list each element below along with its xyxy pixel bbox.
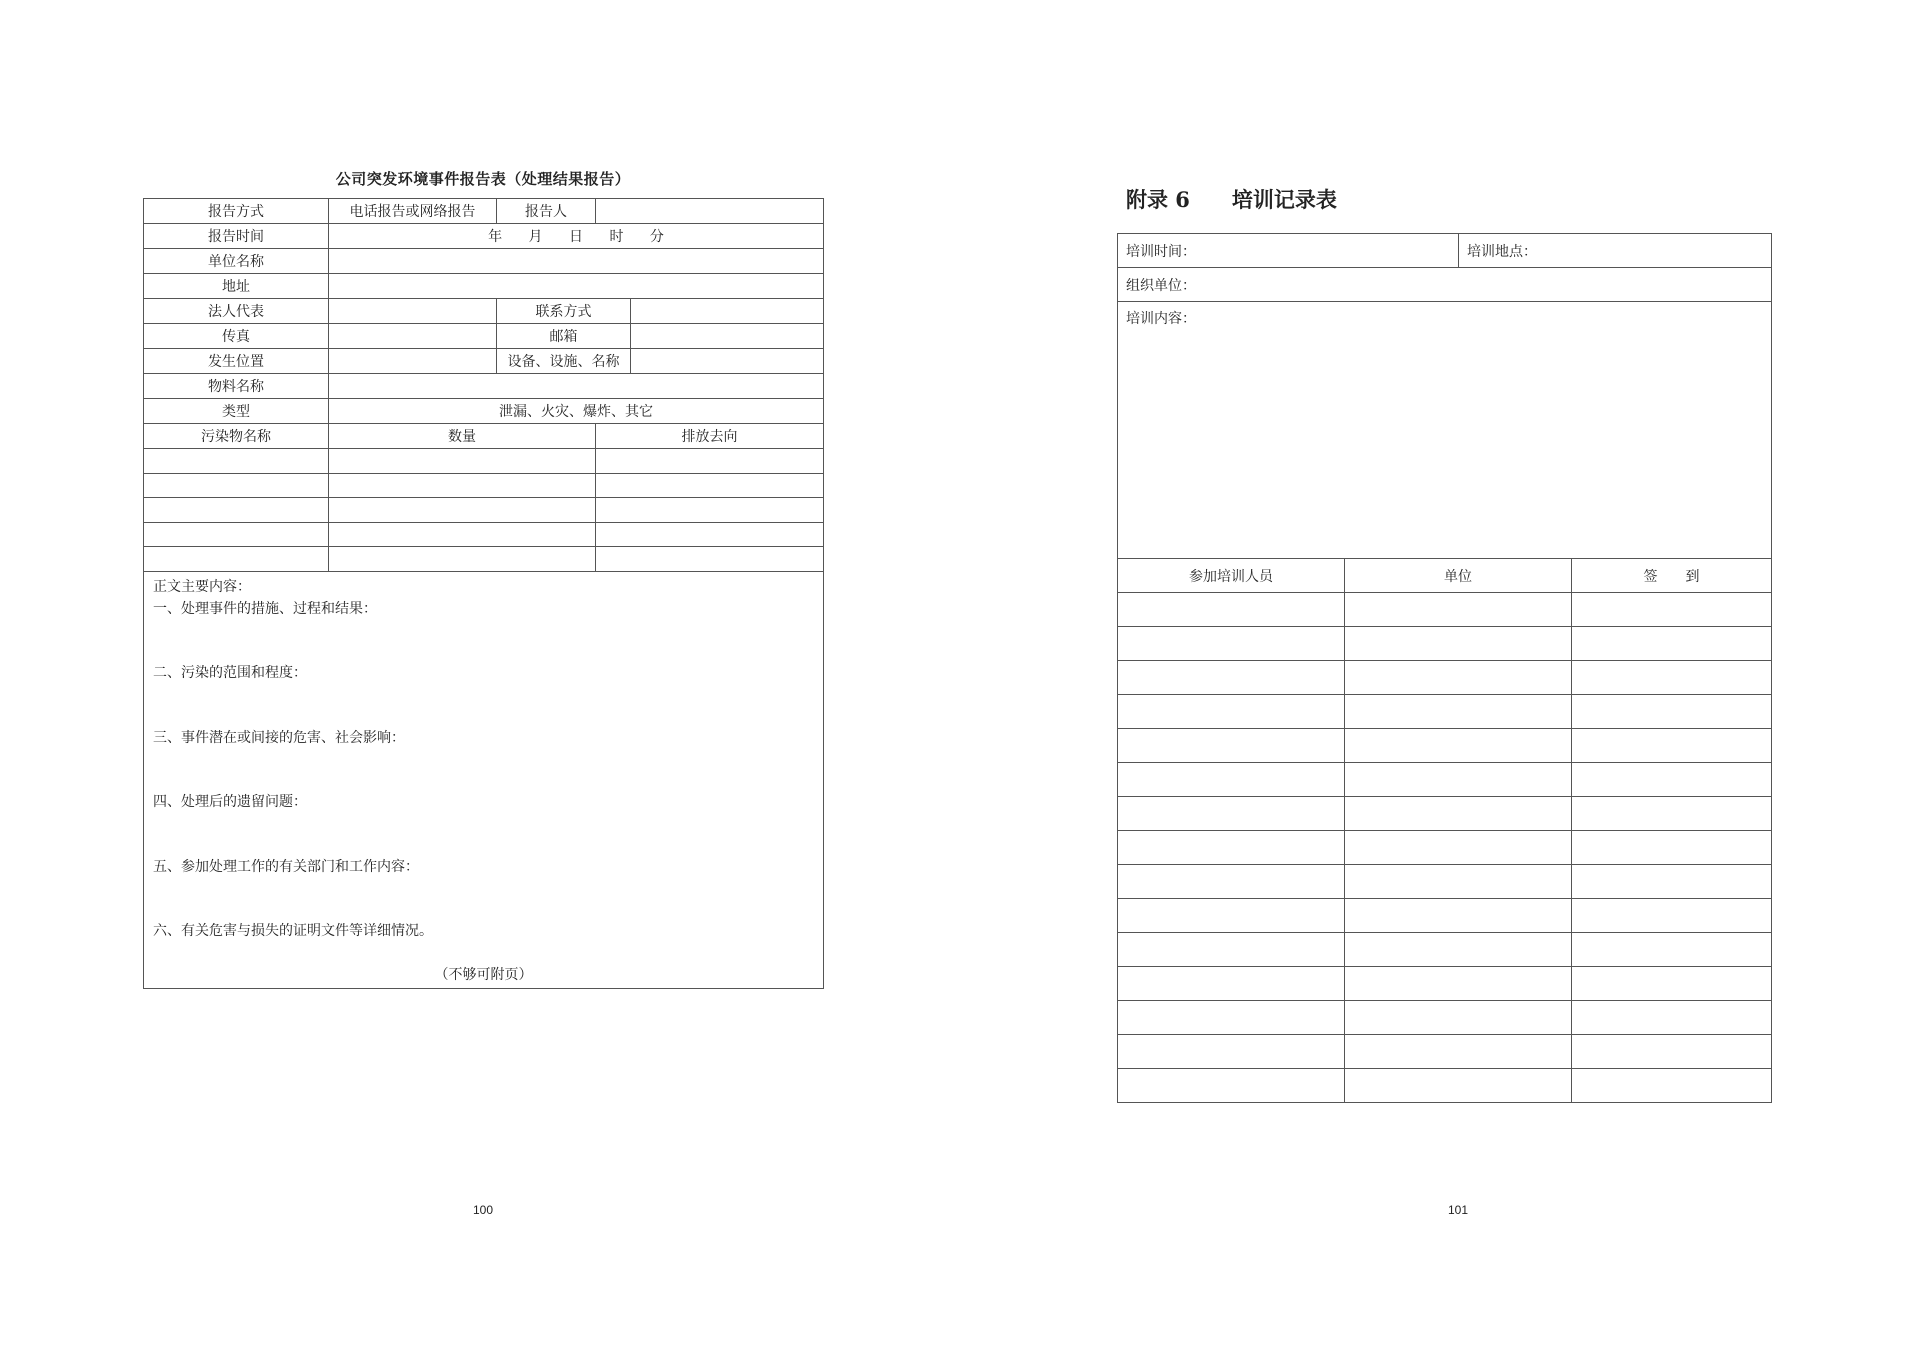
unit-cell[interactable] <box>1345 899 1572 933</box>
participant-cell[interactable] <box>1118 1001 1345 1035</box>
sign-cell[interactable] <box>1572 593 1772 627</box>
body-footer-note: （不够可附页） <box>434 966 533 983</box>
sign-in-header: 签 到 <box>1572 559 1772 593</box>
participant-cell[interactable] <box>1118 1035 1345 1069</box>
training-record-table <box>1117 233 1772 1103</box>
body-item-5: 五、参加处理工作的有关部门和工作内容： <box>153 858 419 875</box>
participant-cell[interactable] <box>1118 627 1345 661</box>
participant-cell[interactable] <box>1118 797 1345 831</box>
type-options[interactable]: 泄漏、火灾、爆炸、其它 <box>329 399 824 424</box>
discharge-cell[interactable] <box>596 547 824 572</box>
sign-cell[interactable] <box>1572 865 1772 899</box>
unit-cell[interactable] <box>1345 933 1572 967</box>
unit-cell[interactable] <box>1345 797 1572 831</box>
report-form-title: 公司突发环境事件报告表（处理结果报告） <box>335 170 631 188</box>
page-number-left: 100 <box>473 1203 494 1217</box>
pollutant-cell[interactable] <box>144 449 329 474</box>
incident-report-table <box>143 198 824 989</box>
pollutant-cell[interactable] <box>144 547 329 572</box>
email-label: 邮箱 <box>497 324 631 349</box>
quantity-cell[interactable] <box>329 547 596 572</box>
unit-cell[interactable] <box>1345 967 1572 1001</box>
pollutant-name-header: 污染物名称 <box>144 424 329 449</box>
material-field[interactable] <box>329 374 824 399</box>
participant-cell[interactable] <box>1118 899 1345 933</box>
contact-label: 联系方式 <box>497 299 631 324</box>
pollutant-cell[interactable] <box>144 522 329 547</box>
address-label: 地址 <box>144 274 329 299</box>
sign-cell[interactable] <box>1572 899 1772 933</box>
quantity-cell[interactable] <box>329 498 596 523</box>
email-field[interactable] <box>631 324 824 349</box>
discharge-header: 排放去向 <box>596 424 824 449</box>
quantity-header: 数量 <box>329 424 596 449</box>
participant-cell[interactable] <box>1118 1069 1345 1103</box>
contact-field[interactable] <box>631 299 824 324</box>
participant-cell[interactable] <box>1118 865 1345 899</box>
fax-label: 传真 <box>144 324 329 349</box>
discharge-cell[interactable] <box>596 473 824 498</box>
unit-cell[interactable] <box>1345 865 1572 899</box>
unit-cell[interactable] <box>1345 831 1572 865</box>
sign-cell[interactable] <box>1572 797 1772 831</box>
quantity-cell[interactable] <box>329 473 596 498</box>
address-field[interactable] <box>329 274 824 299</box>
report-time-field[interactable]: 年 月 日 时 分 <box>329 224 824 249</box>
quantity-cell[interactable] <box>329 522 596 547</box>
type-label: 类型 <box>144 399 329 424</box>
equipment-label: 设备、设施、名称 <box>497 349 631 374</box>
body-item-6: 六、有关危害与损失的证明文件等详细情况。 <box>153 922 433 939</box>
page-number-right: 101 <box>1448 1203 1469 1217</box>
body-item-4: 四、处理后的遗留问题： <box>153 793 307 810</box>
sign-cell[interactable] <box>1572 1069 1772 1103</box>
sign-cell[interactable] <box>1572 967 1772 1001</box>
sign-cell[interactable] <box>1572 729 1772 763</box>
organizer-field[interactable]: 组织单位： <box>1118 268 1772 302</box>
location-field[interactable] <box>329 349 497 374</box>
equipment-field[interactable] <box>631 349 824 374</box>
sign-cell[interactable] <box>1572 695 1772 729</box>
training-record-title: 附录 6 培训记录表 <box>1126 187 1337 212</box>
training-place-field[interactable]: 培训地点： <box>1459 234 1772 268</box>
body-item-2: 二、污染的范围和程度： <box>153 664 307 681</box>
participant-cell[interactable] <box>1118 967 1345 1001</box>
sign-cell[interactable] <box>1572 1035 1772 1069</box>
unit-cell[interactable] <box>1345 627 1572 661</box>
report-body-cell[interactable] <box>144 571 824 988</box>
sign-cell[interactable] <box>1572 933 1772 967</box>
sign-cell[interactable] <box>1572 831 1772 865</box>
unit-cell[interactable] <box>1345 1069 1572 1103</box>
training-time-field[interactable]: 培训时间： <box>1118 234 1459 268</box>
pollutant-cell[interactable] <box>144 473 329 498</box>
discharge-cell[interactable] <box>596 522 824 547</box>
sign-cell[interactable] <box>1572 661 1772 695</box>
unit-header: 单位 <box>1345 559 1572 593</box>
pollutant-cell[interactable] <box>144 498 329 523</box>
participant-cell[interactable] <box>1118 593 1345 627</box>
legal-rep-label: 法人代表 <box>144 299 329 324</box>
unit-cell[interactable] <box>1345 695 1572 729</box>
unit-name-field[interactable] <box>329 249 824 274</box>
report-time-label: 报告时间 <box>144 224 329 249</box>
unit-cell[interactable] <box>1345 1035 1572 1069</box>
training-content-field[interactable]: 培训内容： <box>1118 302 1772 559</box>
participants-header: 参加培训人员 <box>1118 559 1345 593</box>
body-item-3: 三、事件潜在或间接的危害、社会影响： <box>153 729 405 746</box>
discharge-cell[interactable] <box>596 498 824 523</box>
sign-cell[interactable] <box>1572 1001 1772 1035</box>
participant-cell[interactable] <box>1118 831 1345 865</box>
quantity-cell[interactable] <box>329 449 596 474</box>
reporter-field[interactable] <box>596 199 824 224</box>
sign-cell[interactable] <box>1572 627 1772 661</box>
reporter-label: 报告人 <box>497 199 596 224</box>
report-method-label: 报告方式 <box>144 199 329 224</box>
body-heading: 正文主要内容： <box>153 578 251 595</box>
unit-cell[interactable] <box>1345 661 1572 695</box>
report-method-value: 电话报告或网络报告 <box>329 199 497 224</box>
discharge-cell[interactable] <box>596 449 824 474</box>
material-label: 物料名称 <box>144 374 329 399</box>
unit-cell[interactable] <box>1345 763 1572 797</box>
legal-rep-field[interactable] <box>329 299 497 324</box>
participant-cell[interactable] <box>1118 695 1345 729</box>
participant-cell[interactable] <box>1118 729 1345 763</box>
participant-cell[interactable] <box>1118 763 1345 797</box>
unit-cell[interactable] <box>1345 729 1572 763</box>
unit-cell[interactable] <box>1345 593 1572 627</box>
fax-field[interactable] <box>329 324 497 349</box>
sign-cell[interactable] <box>1572 763 1772 797</box>
participant-cell[interactable] <box>1118 661 1345 695</box>
body-item-1: 一、处理事件的措施、过程和结果： <box>153 600 377 617</box>
location-label: 发生位置 <box>144 349 329 374</box>
unit-name-label: 单位名称 <box>144 249 329 274</box>
participant-cell[interactable] <box>1118 933 1345 967</box>
unit-cell[interactable] <box>1345 1001 1572 1035</box>
